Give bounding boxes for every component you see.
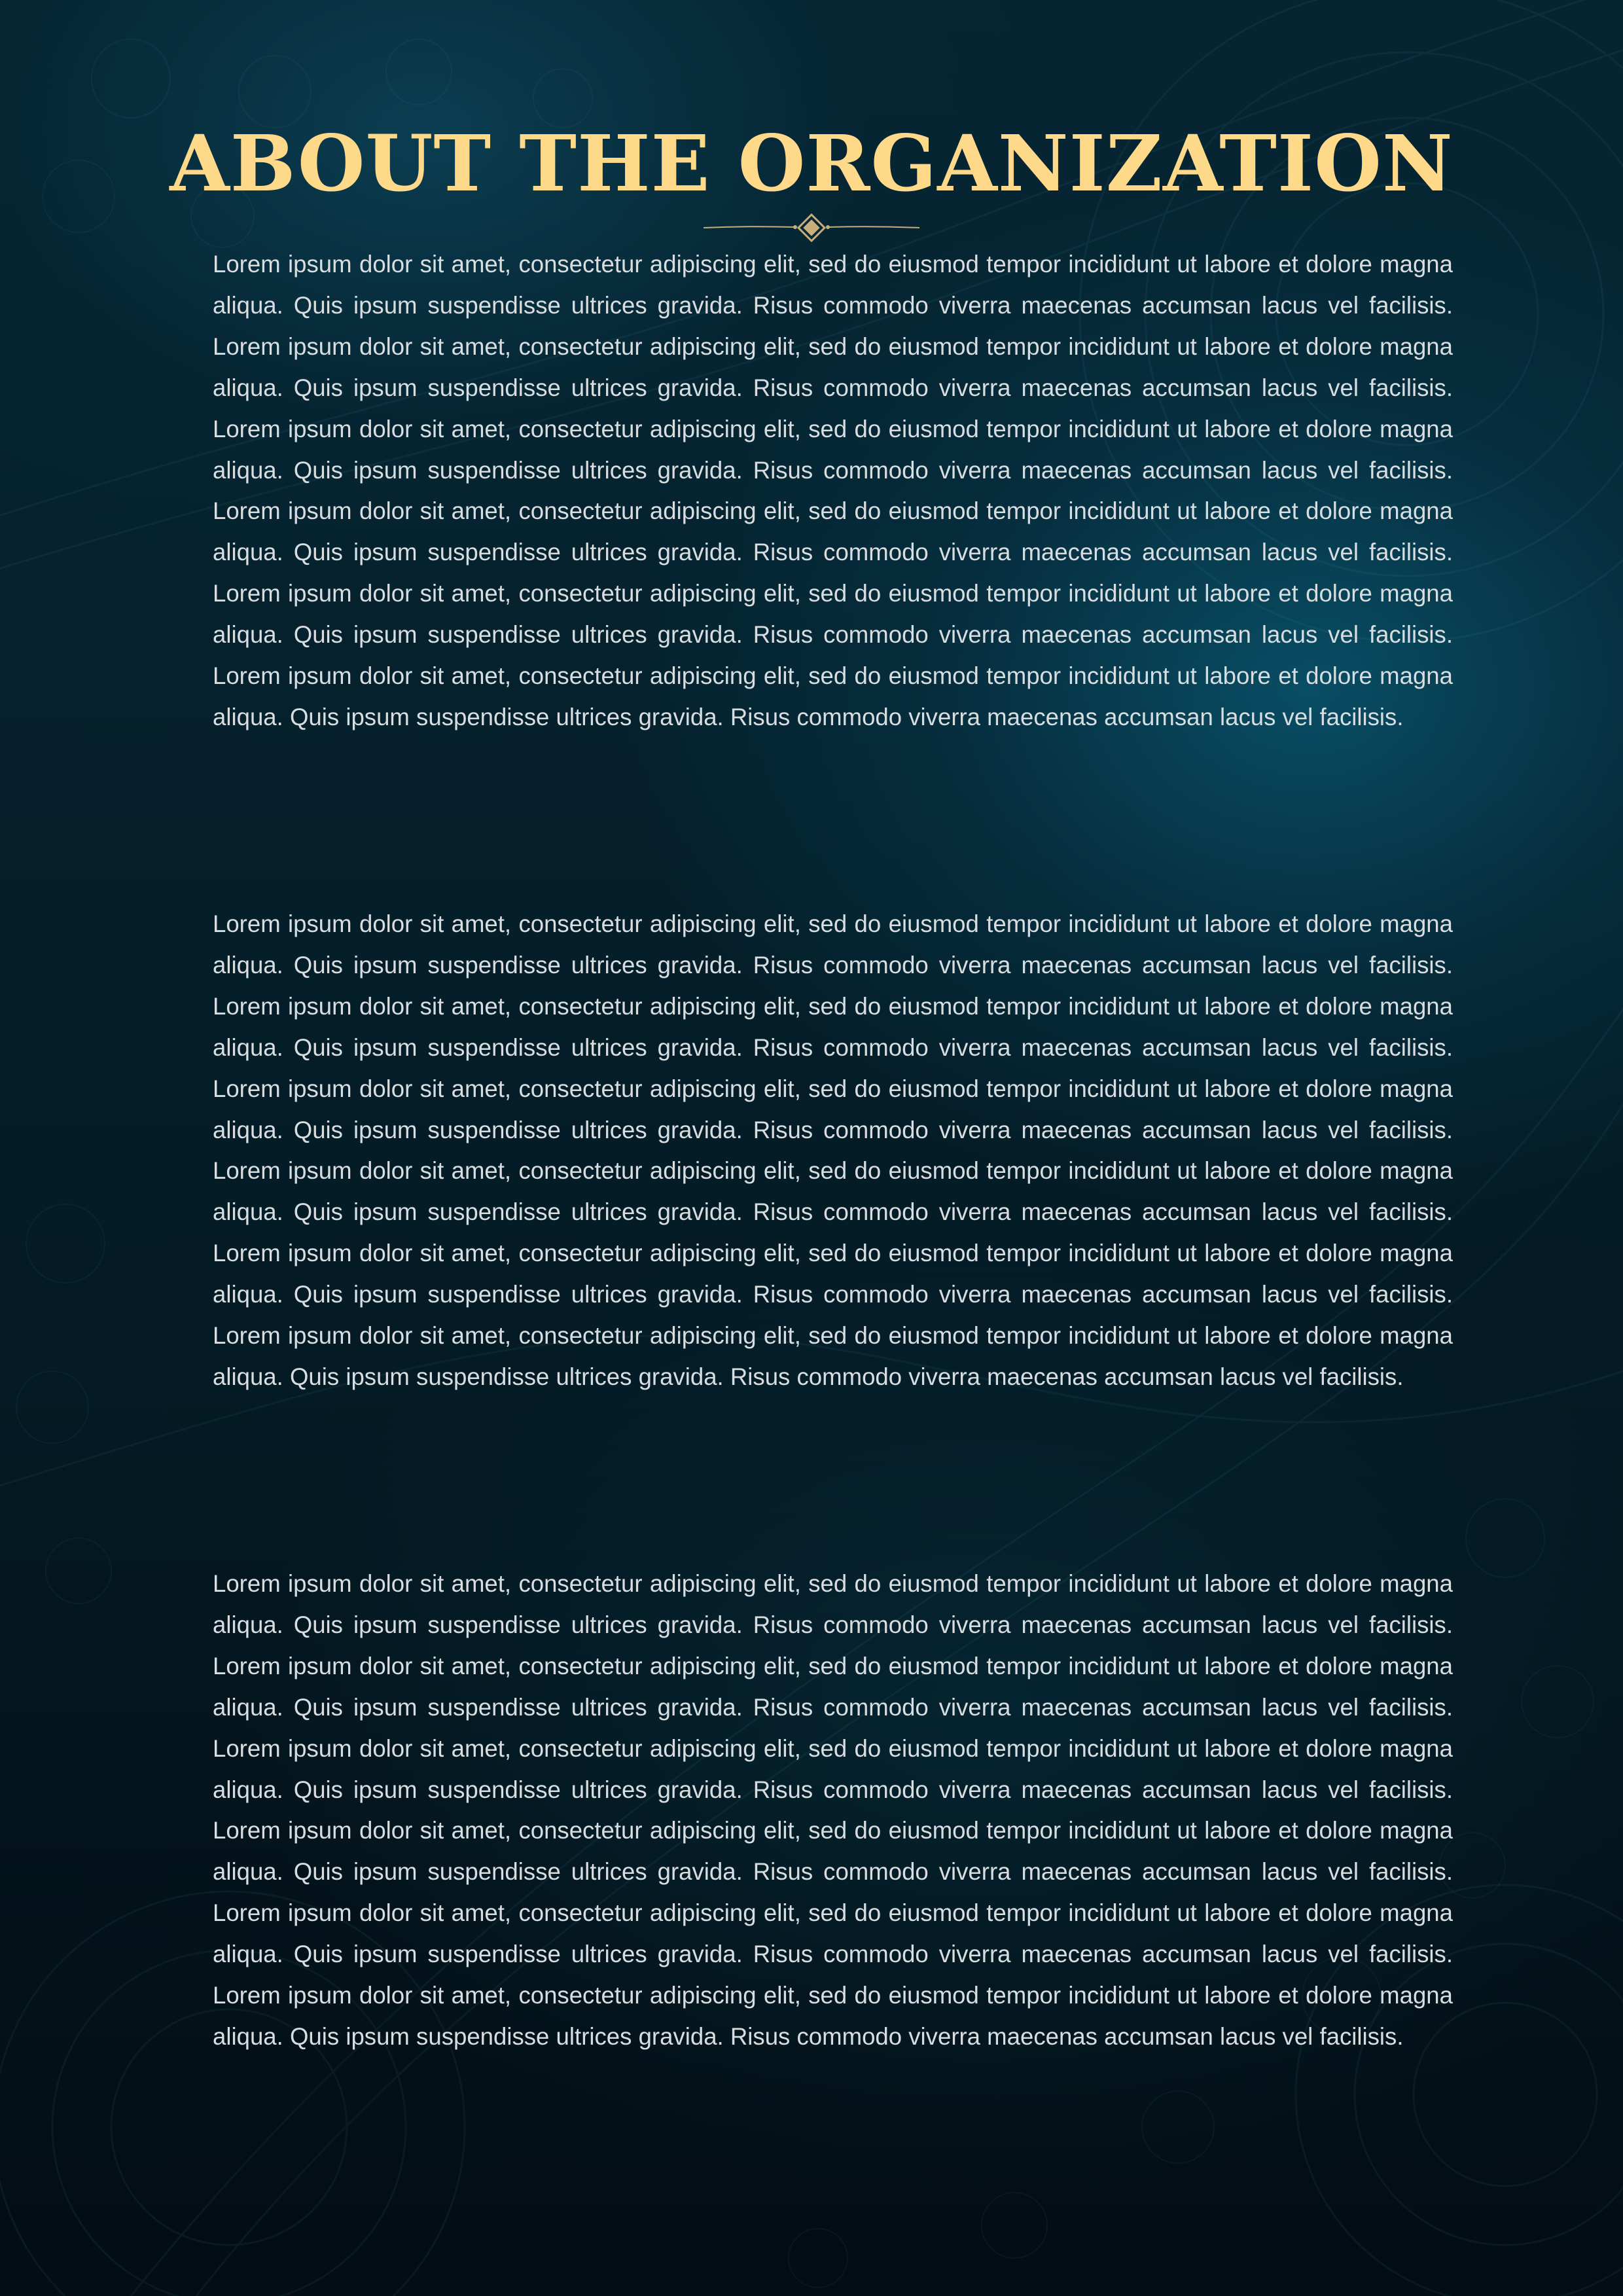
body-paragraph: Lorem ipsum dolor sit amet, consectetur adipiscing elit, sed do eiusmod tempor incididunt ut labore et dolore magna aliqua. Quis ipsum suspendisse ultrices gravida. Risus commodo viverra maecenas accumsan lacus vel facilisis. Lorem ipsum dolor sit amet, consectetur adipiscing elit, sed do eiusmod tempor incididunt ut labore et dolore magna aliqua. Quis ipsum suspendisse ultrices gravida. Risus commodo viverra maecenas accumsan lacus vel facilisis. Lorem ipsum dolor sit amet, consectetur adipiscing elit, sed do eiusmod tempor incididunt ut labore et dolore magna aliqua. Quis ipsum suspendisse ultrices gravida. Risus commodo viverra maecenas accumsan lacus vel facilisis. Lorem ipsum dolor sit amet, consectetur adipiscing elit, sed do eiusmod tempor incididunt ut labore et dolore magna aliqua. Quis ipsum suspendisse ultrices gravida. Risus commodo viverra maecenas accumsan lacus vel facilisis. Lorem ipsum dolor sit amet, consectetur adipiscing elit, sed do eiusmod tempor incididunt ut labore et dolore magna aliqua. Quis ipsum suspendisse ultrices gravida. Risus commodo viverra maecenas accumsan lacus vel facilisis. Lorem ipsum dolor sit amet, consectetur adipiscing elit, sed do eiusmod tempor incididunt ut labore et dolore magna aliqua. Quis ipsum suspendisse ultrices gravida. Risus commodo viverra maecenas accumsan lacus vel facilisis. bbox=[213, 910, 1453, 1390]
body-paragraph-2-container bbox=[213, 904, 1453, 1398]
body-paragraph-1-container bbox=[213, 244, 1453, 738]
body-paragraph: Lorem ipsum dolor sit amet, consectetur adipiscing elit, sed do eiusmod tempor incididunt ut labore et dolore magna aliqua. Quis ipsum suspendisse ultrices gravida. Risus commodo viverra maecenas accumsan lacus vel facilisis. Lorem ipsum dolor sit amet, consectetur adipiscing elit, sed do eiusmod tempor incididunt ut labore et dolore magna aliqua. Quis ipsum suspendisse ultrices gravida. Risus commodo viverra maecenas accumsan lacus vel facilisis. Lorem ipsum dolor sit amet, consectetur adipiscing elit, sed do eiusmod tempor incididunt ut labore et dolore magna aliqua. Quis ipsum suspendisse ultrices gravida. Risus commodo viverra maecenas accumsan lacus vel facilisis. Lorem ipsum dolor sit amet, consectetur adipiscing elit, sed do eiusmod tempor incididunt ut labore et dolore magna aliqua. Quis ipsum suspendisse ultrices gravida. Risus commodo viverra maecenas accumsan lacus vel facilisis. Lorem ipsum dolor sit amet, consectetur adipiscing elit, sed do eiusmod tempor incididunt ut labore et dolore magna aliqua. Quis ipsum suspendisse ultrices gravida. Risus commodo viverra maecenas accumsan lacus vel facilisis. Lorem ipsum dolor sit amet, consectetur adipiscing elit, sed do eiusmod tempor incididunt ut labore et dolore magna aliqua. Quis ipsum suspendisse ultrices gravida. Risus commodo viverra maecenas accumsan lacus vel facilisis. bbox=[213, 1570, 1453, 2050]
page-title: ABOUT THE ORGANIZATION bbox=[169, 118, 1454, 209]
body-paragraph: Lorem ipsum dolor sit amet, consectetur adipiscing elit, sed do eiusmod tempor incididunt ut labore et dolore magna aliqua. Quis ipsum suspendisse ultrices gravida. Risus commodo viverra maecenas accumsan lacus vel facilisis. Lorem ipsum dolor sit amet, consectetur adipiscing elit, sed do eiusmod tempor incididunt ut labore et dolore magna aliqua. Quis ipsum suspendisse ultrices gravida. Risus commodo viverra maecenas accumsan lacus vel facilisis. Lorem ipsum dolor sit amet, consectetur adipiscing elit, sed do eiusmod tempor incididunt ut labore et dolore magna aliqua. Quis ipsum suspendisse ultrices gravida. Risus commodo viverra maecenas accumsan lacus vel facilisis. Lorem ipsum dolor sit amet, consectetur adipiscing elit, sed do eiusmod tempor incididunt ut labore et dolore magna aliqua. Quis ipsum suspendisse ultrices gravida. Risus commodo viverra maecenas accumsan lacus vel facilisis. Lorem ipsum dolor sit amet, consectetur adipiscing elit, sed do eiusmod tempor incididunt ut labore et dolore magna aliqua. Quis ipsum suspendisse ultrices gravida. Risus commodo viverra maecenas accumsan lacus vel facilisis. Lorem ipsum dolor sit amet, consectetur adipiscing elit, sed do eiusmod tempor incididunt ut labore et dolore magna aliqua. Quis ipsum suspendisse ultrices gravida. Risus commodo viverra maecenas accumsan lacus vel facilisis. bbox=[213, 251, 1453, 730]
body-paragraph-3-container bbox=[213, 1564, 1453, 2058]
ornamental-divider-icon bbox=[704, 213, 919, 242]
